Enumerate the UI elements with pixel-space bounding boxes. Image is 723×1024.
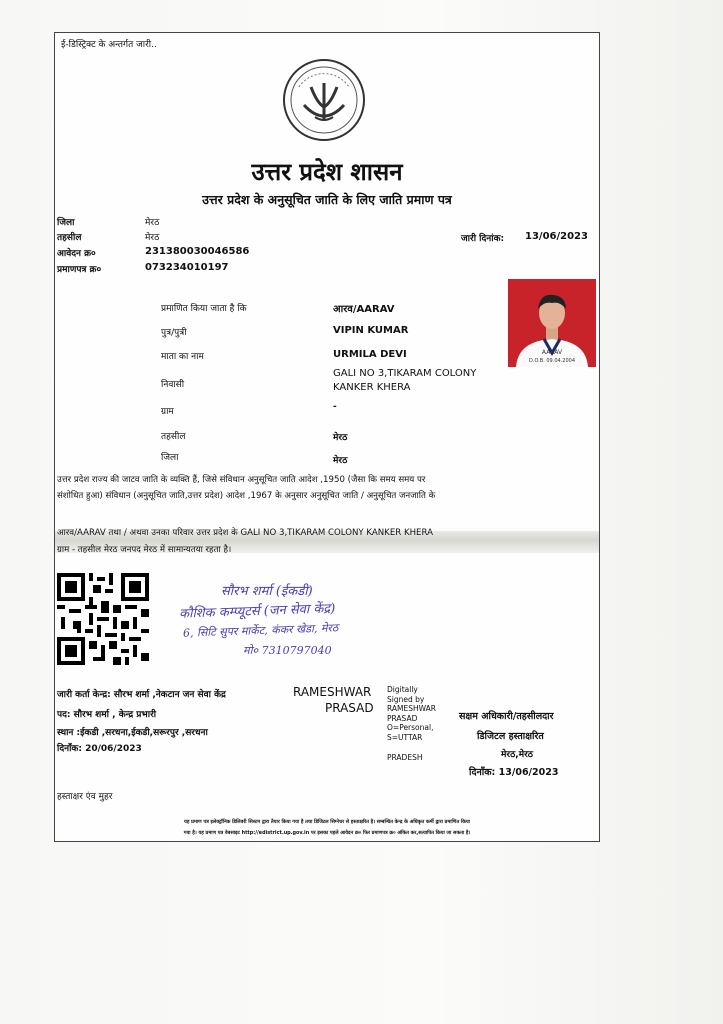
officer-digital: डिजिटल हस्ताक्षरित <box>477 731 544 742</box>
certificate-label: प्रमाणपत्र क्र० <box>57 265 102 275</box>
stamp-line4: मो० 7310797040 <box>243 644 332 657</box>
signature-line: PRASAD <box>387 713 418 723</box>
body-para1-line1: उत्तर प्रदेश राज्य की जाटव जाति के व्यक्ति हैं, जिसे संविधान अनुसूचित जाति आदेश ,1950 (जैसा कि समय समय पर <box>57 475 426 485</box>
detail-label-parent: पुत्र/पुत्री <box>161 328 187 338</box>
issuer-center: जारी कर्ता केन्द्र: सौरभ शर्मा ,नेकटान जन सेवा केंद्र <box>57 690 226 700</box>
header-note: ई-डिस्ट्रिक्ट के अन्तर्गत जारी.. <box>61 40 157 50</box>
body-para1-line2: संशोधित हुआ) संविधान (अनुसूचित जाति,उत्तर प्रदेश) आदेश ,1967 के अनुसार अनुसूचित जाति / अनुसूचित जनजाति के <box>57 491 436 501</box>
detail-value-tehsil: मेरठ <box>333 433 348 443</box>
signature-line: Signed by <box>387 694 425 704</box>
detail-value-name: आरव/AARAV <box>333 304 395 315</box>
detail-value-district: मेरठ <box>333 456 348 466</box>
signature-line: O=Personal, <box>387 723 434 732</box>
signature-line: RAMESHWAR <box>387 704 436 713</box>
stamp-line1: सौरभ शर्मा (ईकडी) <box>221 584 313 599</box>
tehsil-label: तहसील <box>57 233 82 243</box>
government-title: उत्तर प्रदेश शासन <box>251 157 403 186</box>
issue-date-value: 13/06/2023 <box>525 231 588 242</box>
district-label: जिला <box>57 218 75 228</box>
certificate-title: उत्तर प्रदेश के अनुसूचित जाति के लिए जाति प्रमाण पत्र <box>202 192 452 207</box>
signature-line: Digitally <box>387 685 418 694</box>
signature-seal-label: हस्ताक्षर एंव मुहर <box>57 792 113 802</box>
detail-value-father: VIPIN KUMAR <box>333 325 409 336</box>
footer-note <box>55 817 599 839</box>
footer-line1: यह प्रमाण पत्र इलेक्ट्रॉनिक डिलिवरी सिस्टम द्वारा तैयार किया गया है तथा डिजिटल सिग्नेचर से हस्ताक्षरित है। सम्बन्धित केन्द्र के अधिकृत कर्मी द्वारा प्रमाणित किया <box>184 819 470 825</box>
application-label: आवेदन क्र० <box>57 249 96 259</box>
detail-label-tehsil: तहसील <box>161 432 186 442</box>
officer-date: दिनाँक: 13/06/2023 <box>469 767 559 778</box>
digital-signature-block <box>387 685 436 742</box>
stamp-line3: 6, सिटि सुपर मार्केट, कंकर खेडा, मेरठ <box>182 621 339 640</box>
body-para2-line2: ग्राम - तहसील मेरठ जनपद मेरठ में सामान्यतया रहता है। <box>57 545 232 555</box>
tehsil-value: मेरठ <box>145 233 160 243</box>
certificate-sheet <box>54 32 600 842</box>
detail-label-mother: माता का नाम <box>161 352 204 362</box>
photo-dob: D.O.B. 09.04.2004 <box>529 358 575 364</box>
body-para2-line1: आरव/AARAV तथा / अथवा उनका परिवार उत्तर प्रदेश के GALI NO 3,TIKARAM COLONY KANKER KHERA <box>57 528 433 538</box>
qr-code-icon <box>57 573 149 665</box>
issuer-place: स्थान :ईकडी ,सरधना,ईकडी,सरूरपुर ,सरधना <box>57 728 208 738</box>
signature-state: PRADESH <box>387 753 423 762</box>
photo-caption: AARAV <box>541 349 563 356</box>
officer-place: मेरठ,मेरठ <box>501 750 534 760</box>
detail-value-address: GALI NO 3,TIKARAM COLONY KANKER KHERA <box>333 368 477 393</box>
detail-label-district: जिला <box>161 453 179 463</box>
signer-name-line1: RAMESHWAR <box>293 685 372 699</box>
signature-line: S=UTTAR <box>387 732 423 742</box>
issuer-date: दिनाँक: 20/06/2023 <box>57 744 142 754</box>
detail-label-certified: प्रमाणित किया जाता है कि <box>161 304 247 314</box>
issuer-post: पद: सौरभ शर्मा , केन्द्र प्रभारी <box>57 710 157 720</box>
signer-name-line2: PRASAD <box>325 701 374 715</box>
detail-label-village: ग्राम <box>161 407 174 417</box>
officer-title: सक्षम अधिकारी/तहसीलदार <box>459 711 554 722</box>
certificate-number: 073234010197 <box>145 262 229 273</box>
application-number: 231380030046586 <box>145 246 250 257</box>
issue-date-label: जारी दिनांक: <box>461 234 505 244</box>
detail-value-mother: URMILA DEVI <box>333 349 407 360</box>
district-value: मेरठ <box>145 218 160 228</box>
detail-label-resident: निवासी <box>161 380 185 390</box>
detail-value-village: - <box>333 402 337 412</box>
stamp-line2: कौशिक कम्प्यूटर्स (जन सेवा केंद्र) <box>178 601 336 622</box>
up-government-emblem-icon <box>281 57 367 143</box>
applicant-photo <box>508 279 596 367</box>
footer-line2: गया है। यह प्रमाण पत्र वेबसाइट http://edistrict.up.gov.in पर इसका पहले आवेदन क्र० फिर प्रमाणपत्र क्र० अंकित कर,सत्यापित किया जा सकता है। <box>183 830 471 836</box>
